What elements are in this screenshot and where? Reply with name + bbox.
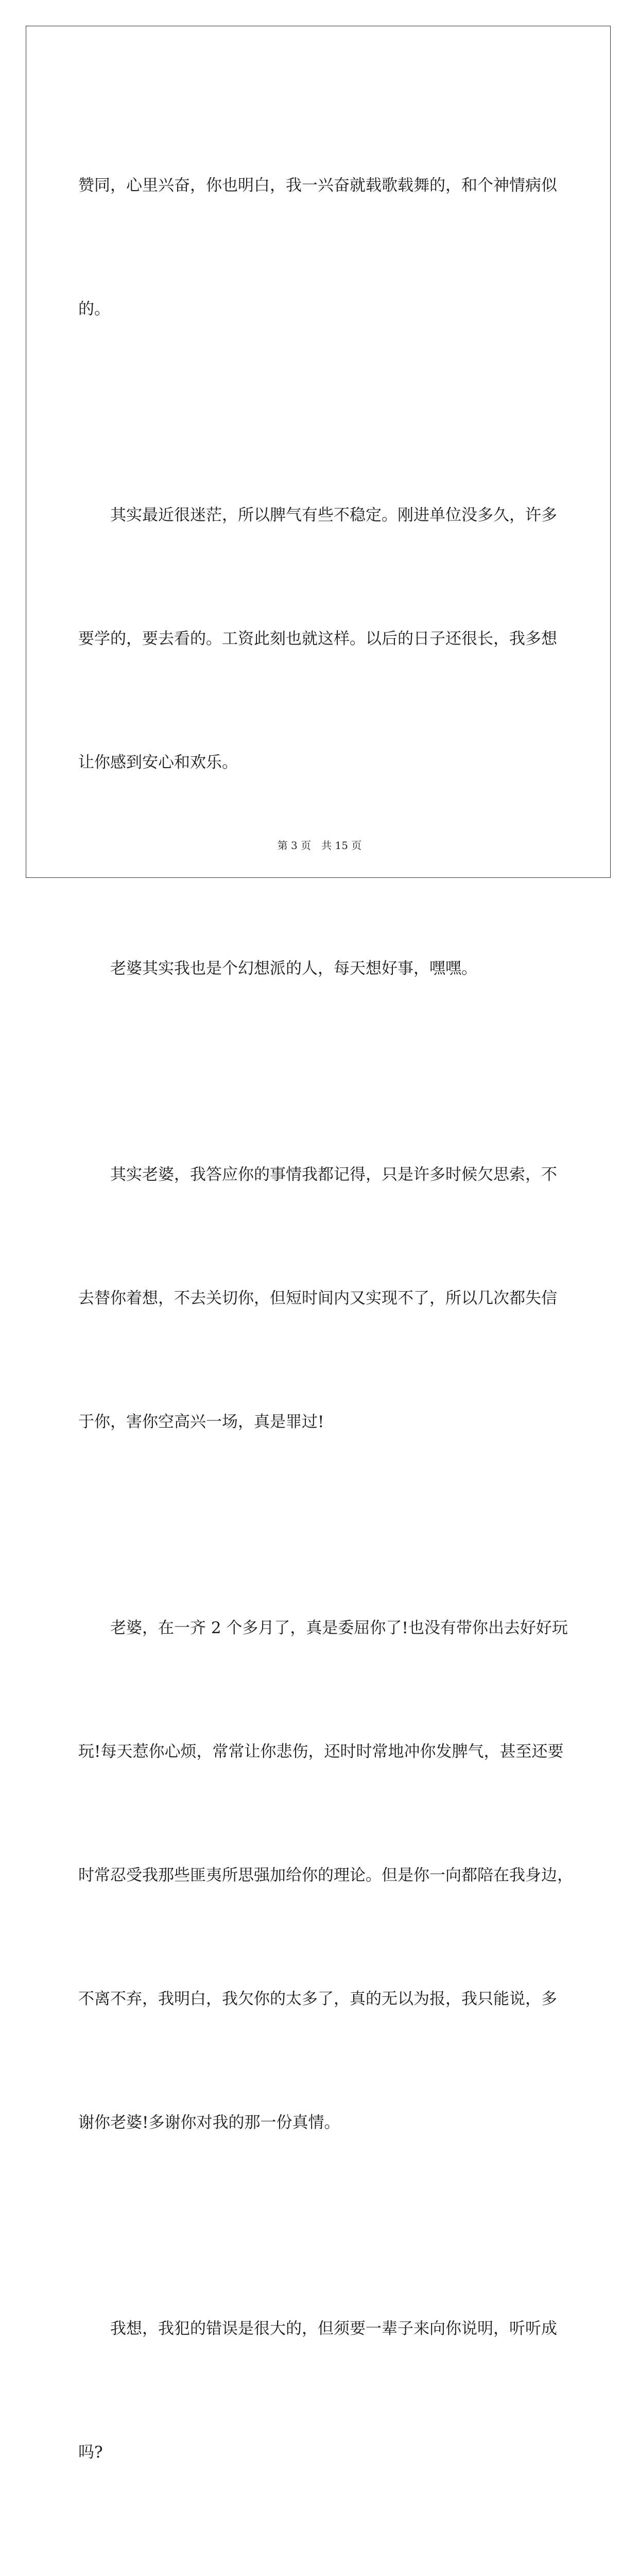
- text-line: 赞同，心里兴奋，你也明白，我一兴奋就载歌载舞的，和个神情病似: [78, 176, 557, 195]
- text-line: 其实老婆，我答应你的事情我都记得，只是许多时候欠思索，不: [78, 1165, 557, 1184]
- text-line: 老婆其实我也是个幻想派的人，每天想好事，嘿嘿。: [78, 959, 477, 978]
- text-line: 吗?: [78, 2443, 103, 2462]
- paragraph-6: [78, 2226, 562, 2555]
- paragraph-4: [78, 1072, 562, 1525]
- paragraph-5: [78, 1525, 573, 2226]
- text-line: 让你感到安心和欢乐。: [78, 753, 238, 772]
- paragraph-2: [78, 412, 562, 866]
- text-line: 其实最近很迷茫，所以脾气有些不稳定。刚进单位没多久，许多: [78, 506, 557, 524]
- document-body: [78, 82, 573, 2576]
- paragraph-3: [78, 866, 562, 1072]
- text-line: 老婆，在一齐 2 个多月了，真是委屈你了!也没有带你出去好好玩: [78, 1619, 568, 1637]
- text-line: 于你，害你空高兴一场，真是罪过!: [78, 1413, 324, 1431]
- signature-line: [78, 2555, 562, 2576]
- text-line: 不离不弃，我明白，我欠你的太多了，真的无以为报，我只能说，多: [78, 1990, 557, 2008]
- text-line: 玩!每天惹你心烦，常常让你悲伤，还时时常地冲你发脾气，甚至还要: [78, 1742, 564, 1761]
- text-line: 谢你老婆!多谢你对我的那一份真情。: [78, 2113, 340, 2132]
- paragraph-1: [78, 82, 562, 412]
- page-number-label: 第 3 页 共 15 页: [277, 839, 362, 852]
- text-line: 要学的，要去看的。工资此刻也就这样。以后的日子还很长，我多想: [78, 630, 557, 648]
- text-line: 去替你着想，不去关切你，但短时间内又实现不了，所以几次都失信: [78, 1289, 557, 1308]
- text-line: 我想，我犯的错误是很大的，但须要一辈子来向你说明，听听成: [78, 2319, 557, 2338]
- page-number-footer: [0, 838, 639, 853]
- text-line: 时常忍受我那些匪夷所思强加给你的理论。但是你一向都陪在我身边，: [78, 1866, 573, 1885]
- text-line: 的。: [78, 300, 110, 318]
